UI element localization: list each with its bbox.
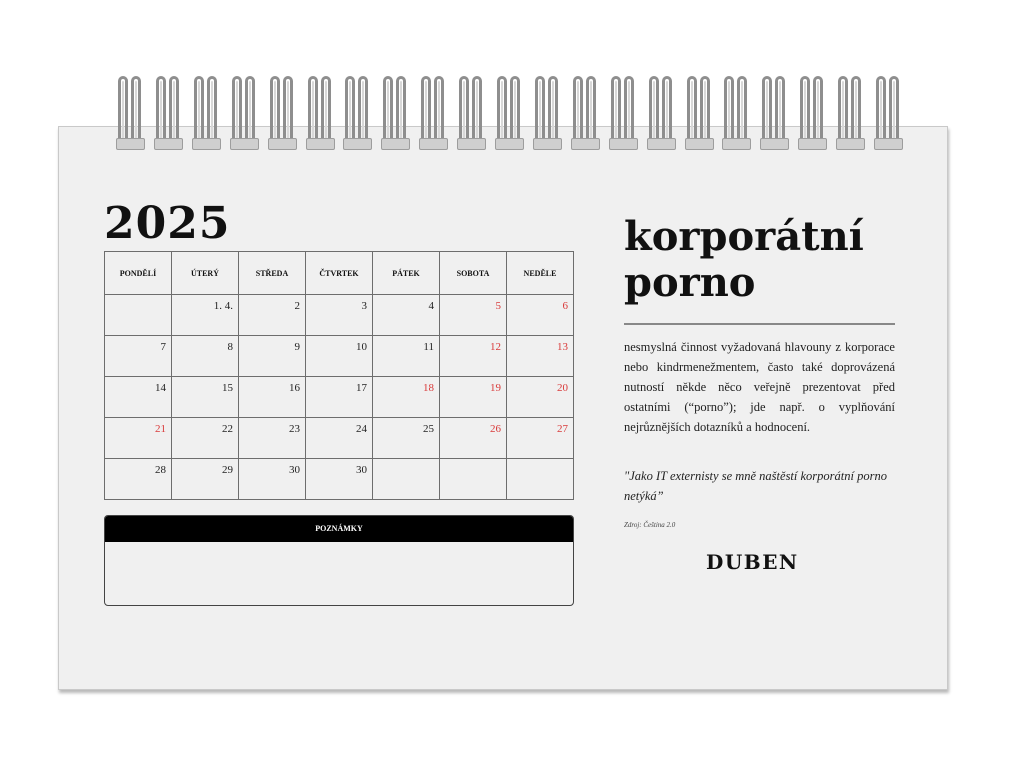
binding-ring: [800, 76, 826, 150]
entry-word-line: korporátní: [624, 213, 864, 260]
weekend-day-cell: 13: [507, 336, 574, 377]
weekday-header: STŘEDA: [239, 252, 306, 295]
day-cell: 14: [105, 377, 172, 418]
notes-heading: POZNÁMKY: [105, 516, 573, 542]
day-cell: 10: [306, 336, 373, 377]
weekday-header: NEDĚLE: [507, 252, 574, 295]
weekday-header-row: [105, 252, 574, 295]
day-cell: 8: [172, 336, 239, 377]
binding-ring: [838, 76, 864, 150]
binding-ring: [308, 76, 334, 150]
week-row: [105, 418, 574, 459]
week-row: [105, 336, 574, 377]
binding-ring: [232, 76, 258, 150]
binding-ring: [687, 76, 713, 150]
week-row: [105, 377, 574, 418]
day-cell: 4: [373, 295, 440, 336]
day-cell: 16: [239, 377, 306, 418]
binding-ring: [573, 76, 599, 150]
day-cell: 2: [239, 295, 306, 336]
year-title: 2025: [104, 198, 231, 249]
day-cell: 3: [306, 295, 373, 336]
binding-ring: [459, 76, 485, 150]
month-name: DUBEN: [706, 550, 799, 574]
binding-ring: [270, 76, 296, 150]
binding-ring: [345, 76, 371, 150]
day-cell: 15: [172, 377, 239, 418]
day-cell: 29: [172, 459, 239, 500]
week-row: [105, 295, 574, 336]
binding-ring: [421, 76, 447, 150]
day-cell: 7: [105, 336, 172, 377]
binding-ring: [383, 76, 409, 150]
weekend-day-cell: 27: [507, 418, 574, 459]
day-cell: 28: [105, 459, 172, 500]
entry-word-line: porno: [624, 259, 756, 306]
binding-ring: [876, 76, 902, 150]
day-cell: 17: [306, 377, 373, 418]
weekday-header: ÚTERÝ: [172, 252, 239, 295]
binding-ring: [535, 76, 561, 150]
binding-ring: [611, 76, 637, 150]
weekend-day-cell: 5: [440, 295, 507, 336]
entry-word: [624, 214, 864, 306]
day-cell: 30: [239, 459, 306, 500]
weekday-header: ČTVRTEK: [306, 252, 373, 295]
day-cell: 25: [373, 418, 440, 459]
holiday-day-cell: 18: [373, 377, 440, 418]
day-cell: 1. 4.: [172, 295, 239, 336]
month-grid: [104, 251, 574, 500]
day-cell: 11: [373, 336, 440, 377]
day-cell: 24: [306, 418, 373, 459]
binding-ring: [762, 76, 788, 150]
weekday-header: PONDĚLÍ: [105, 252, 172, 295]
binding-ring: [497, 76, 523, 150]
day-cell: [507, 459, 574, 500]
notes-box: [104, 515, 574, 606]
binding-ring: [649, 76, 675, 150]
day-cell: 22: [172, 418, 239, 459]
weekend-day-cell: 20: [507, 377, 574, 418]
binding-ring: [724, 76, 750, 150]
entry-definition: nesmyslná činnost vyžadovaná hlavouny z korporace nebo kindrmenežmentem, často také doprovázená nutností někde něco veřejně prezentovat před ostatními (“porno”); jde např. o vyplňování nejrůznějších dotazníků a hodnocení.: [624, 340, 895, 434]
weekend-day-cell: 19: [440, 377, 507, 418]
binding-ring: [194, 76, 220, 150]
day-cell: [440, 459, 507, 500]
binding-ring: [156, 76, 182, 150]
day-cell: 23: [239, 418, 306, 459]
weekday-header: SOBOTA: [440, 252, 507, 295]
binding-ring: [118, 76, 144, 150]
holiday-day-cell: 21: [105, 418, 172, 459]
weekend-day-cell: 26: [440, 418, 507, 459]
spiral-binding: [0, 0, 1024, 160]
divider: [624, 323, 895, 325]
weekend-day-cell: 12: [440, 336, 507, 377]
entry-source: Zdroj: Čeština 2.0: [624, 521, 676, 529]
weekday-header: PÁTEK: [373, 252, 440, 295]
day-cell: 30: [306, 459, 373, 500]
day-cell: 9: [239, 336, 306, 377]
entry-quote: "Jako IT externisty se mně naštěstí korporátní porno netýká”: [624, 469, 887, 503]
weekend-day-cell: 6: [507, 295, 574, 336]
day-cell: [105, 295, 172, 336]
week-row: [105, 459, 574, 500]
day-cell: [373, 459, 440, 500]
